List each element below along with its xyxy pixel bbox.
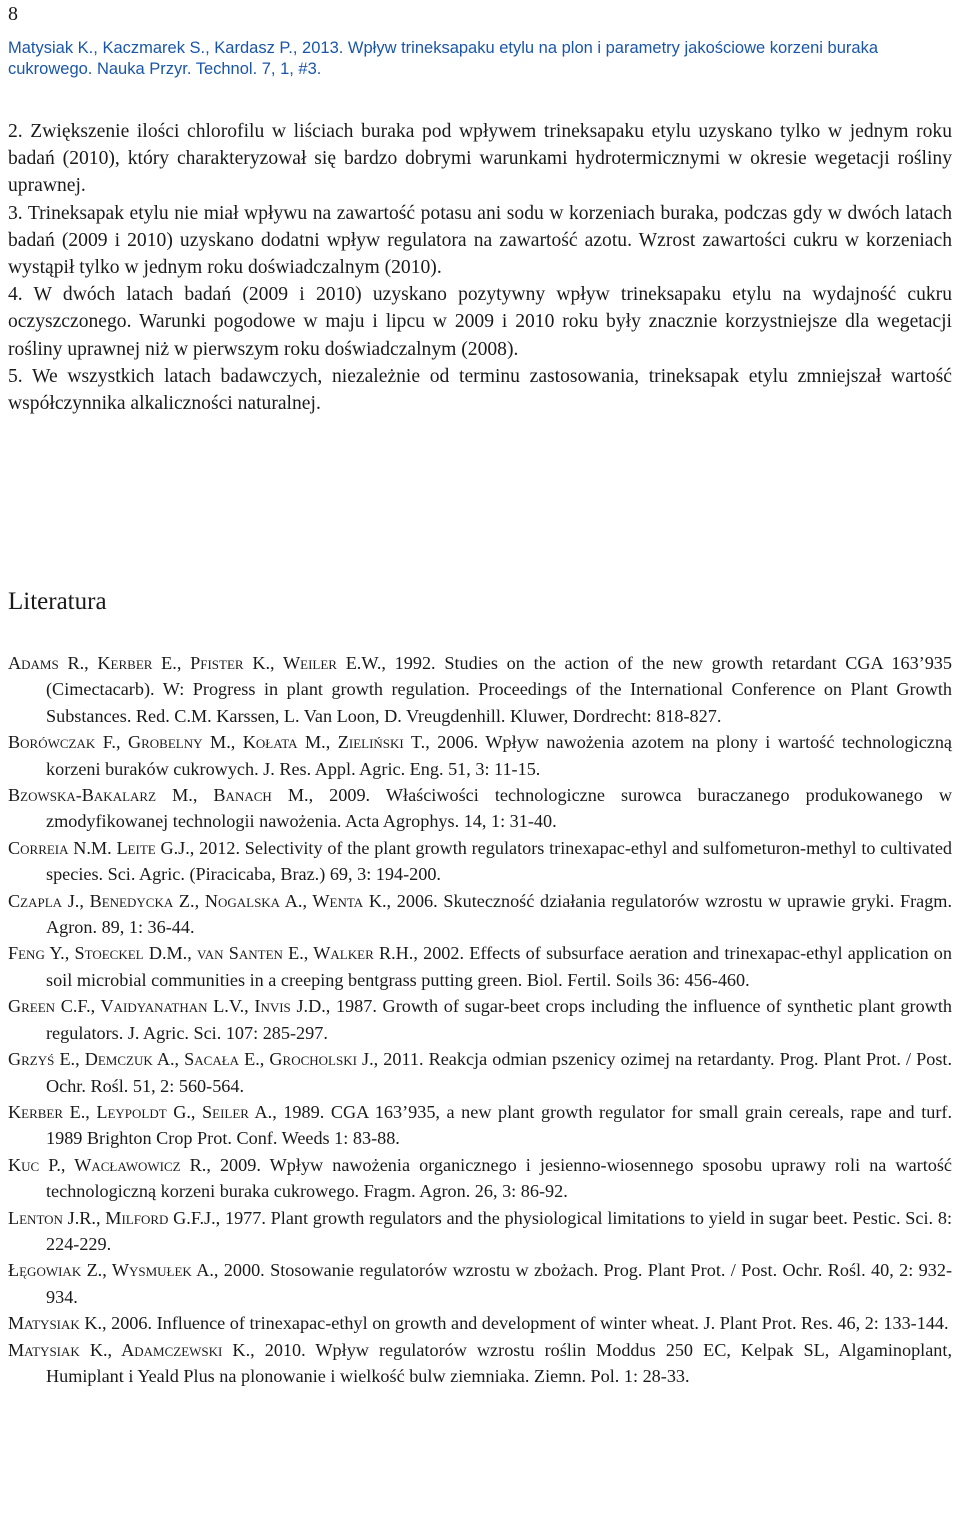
reference-details: Selectivity of the plant growth regulators trinexapac-ethyl and sulfometuron-methyl to cultivated species. Sci. Agric. (Piracicaba, Braz.) 69, 3: 194-200. — [46, 837, 952, 885]
reference-item — [8, 1337, 952, 1390]
reference-item — [8, 1046, 952, 1099]
literature-heading: Literatura — [8, 588, 107, 615]
reference-details: Właściwości technologiczne surowca buraczanego produkowanego w zmodyfikowanej technologii nawożenia. Acta Agrophys. 14, 1: 31-40. — [46, 785, 952, 832]
reference-item — [8, 782, 952, 835]
reference-authors: Adams R., Kerber E., Pfister K., Weiler E.W., 1992. — [8, 653, 436, 673]
reference-authors: Bzowska-Bakalarz M., Banach M., 2009. — [8, 785, 371, 806]
reference-authors: Grzyś E., Demczuk A., Sacała E., Grocholski J., 2011. — [8, 1049, 424, 1070]
conclusion-item: 4. W dwóch latach badań (2009 i 2010) uzyskano pozytywny wpływ trineksapaku etylu na wydajność cukru oczyszczonego. Warunki pogodowe w maju i lipcu w 2009 i 2010 roku były znacznie korzystniejsze dla wegetacji rośliny uprawnej niż w pierwszym roku doświadczalnym (2008). — [8, 284, 952, 360]
reference-list — [8, 650, 952, 1389]
reference-authors: Lenton J.R., Milford G.F.J., 1977. — [8, 1207, 266, 1228]
reference-details: Skuteczność działania regulatorów wzrostu w uprawie gryki. Fragm. Agron. 89, 1: 36-44. — [46, 890, 952, 938]
reference-item — [8, 1152, 952, 1205]
reference-details: Influence of trinexapac-ethyl on growth and development of winter wheat. J. Plant Prot. Res. 46, 2: 133-144. — [152, 1313, 949, 1334]
reference-authors: Correia N.M. Leite G.J., 2012. — [8, 837, 241, 858]
page-number: 8 — [8, 3, 18, 25]
reference-item — [8, 729, 952, 782]
reference-authors: Czapla J., Benedycka Z., Nogalska A., Wenta K., 2006. — [8, 890, 438, 911]
conclusion-item: 2. Zwiększenie ilości chlorofilu w liściach buraka pod wpływem trineksapaku etylu uzyskano tylko w jednym roku badań (2010), który charakteryzował się bardzo dobrymi warunkami hydrotermicznymi w okresie wegetacji rośliny uprawnej. — [8, 121, 952, 197]
conclusions-list — [8, 118, 952, 417]
reference-authors: Borówczak F., Grobelny M., Kołata M., Zieliński T., 2006. — [8, 732, 479, 753]
reference-item — [8, 993, 952, 1046]
reference-item — [8, 940, 952, 993]
reference-details: Studies on the action of the new growth retardant CGA 163’935 (Cimectacarb). W: Progress in plant growth regulation. Proceedings of the International Conference on Plant Growth Substances. Red. C.M. Karssen, L. Van Loon, D. Vreugdenhill. Kluwer, Dordrecht: 818-827. — [46, 653, 952, 726]
reference-item — [8, 1257, 952, 1310]
citation-header: Matysiak K., Kaczmarek S., Kardasz P., 2013. Wpływ trineksapaku etylu na plon i parametry jakościowe korzeni buraka cukrowego. Nauka Przyr. Technol. 7, 1, #3. — [8, 39, 879, 78]
conclusion-item: 3. Trineksapak etylu nie miał wpływu na zawartość potasu ani sodu w korzeniach buraka, podczas gdy w dwóch latach badań (2009 i 2010) uzyskano dodatni wpływ regulatora na zawartość azotu. Wzrost zawartości cukru w korzeniach wystąpił tylko w jednym roku doświadczalnym (2010). — [8, 202, 952, 279]
reference-authors: Feng Y., Stoeckel D.M., van Santen E., Walker R.H., 2002. — [8, 943, 465, 964]
reference-details: Growth of sugar-beet crops including the influence of synthetic plant growth regulators. J. Agric. Sci. 107: 285-297. — [46, 996, 952, 1043]
reference-details: CGA 163’935, a new plant growth regulator for small grain cereals, rape and turf. 1989 Brighton Crop Prot. Conf. Weeds 1: 83-88. — [46, 1101, 953, 1149]
reference-authors: Green C.F., Vaidyanathan L.V., Invis J.D., 1987. — [8, 996, 377, 1017]
reference-details: Wpływ regulatorów wzrostu roślin Moddus 250 EC, Kelpak SL, Algaminoplant, Humiplant i Yeald Plus na plonowanie i wielkość bulw ziemniaka. Ziemn. Pol. 1: 28-33. — [46, 1339, 953, 1386]
conclusion-item: 5. We wszystkich latach badawczych, niezależnie od terminu zastosowania, trineksapak etylu zmniejszał wartość współczynnika alkaliczności naturalnej. — [8, 365, 952, 415]
reference-item — [8, 888, 952, 941]
reference-item — [8, 650, 952, 729]
reference-authors: Kuc P., Wacławowicz R., 2009. — [8, 1154, 261, 1175]
reference-authors: Łęgowiak Z., Wysmułek A., 2000. — [8, 1260, 265, 1281]
reference-item — [8, 1310, 952, 1336]
reference-item — [8, 1205, 952, 1258]
reference-details: Wpływ nawożenia organicznego i jesienno-wiosennego sposobu uprawy roli na wartość technologiczną korzeni buraka cukrowego. Fragm. Agron. 26, 3: 86-92. — [46, 1154, 952, 1202]
reference-item — [8, 835, 952, 888]
reference-details: Effects of subsurface aeration and trinexapac-ethyl application on soil microbial communities in a creeping bentgrass putting green. Biol. Fertil. Soils 36: 456-460. — [46, 943, 952, 990]
reference-details: Stosowanie regulatorów wzrostu w zbożach. Prog. Plant Prot. / Post. Ochr. Rośl. 40, 2: 932-934. — [46, 1260, 952, 1307]
reference-authors: Matysiak K., Adamczewski K., 2010. — [8, 1339, 306, 1360]
reference-authors: Matysiak K., 2006. — [8, 1313, 153, 1334]
reference-item — [8, 1099, 952, 1152]
reference-details: Reakcja odmian pszenicy ozimej na retardanty. Prog. Plant Prot. / Post. Ochr. Rośl. 51, 2: 560-564. — [46, 1049, 953, 1096]
reference-details: Plant growth regulators and the physiological limitations to yield in sugar beet. Pestic. Sci. 8: 224-229. — [46, 1207, 953, 1254]
reference-details: Wpływ nawożenia azotem na plony i wartość technologiczną korzeni buraków cukrowych. J. Res. Appl. Agric. Eng. 51, 3: 11-15. — [46, 732, 953, 779]
reference-authors: Kerber E., Leypoldt G., Seiler A., 1989. — [8, 1101, 325, 1122]
